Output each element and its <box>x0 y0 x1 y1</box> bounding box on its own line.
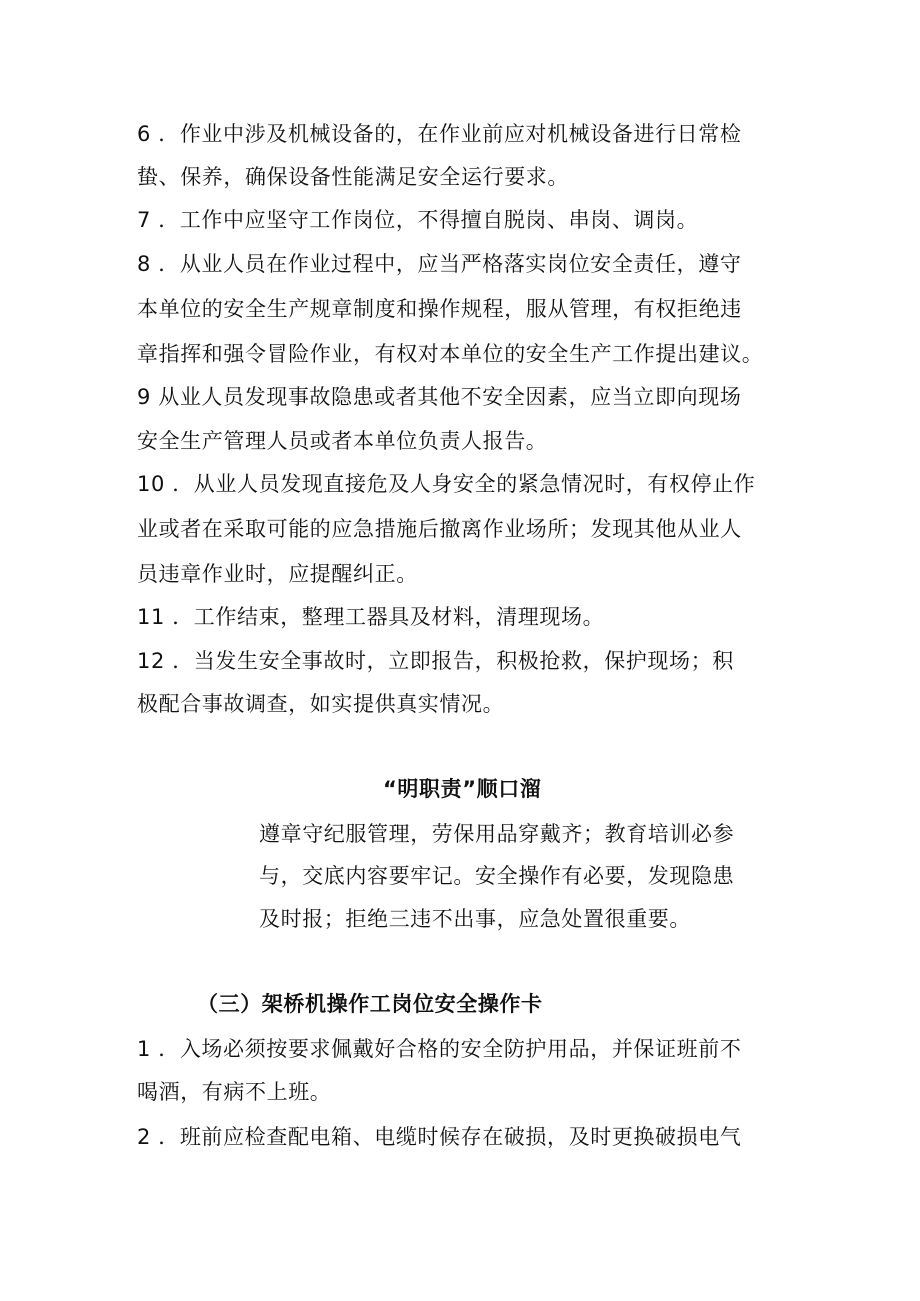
item-12-line-1: 12 ．当发生安全事故时，立即报告，积极抢救，保护现场；积 <box>137 649 734 673</box>
rhyme-title: “明职责”顺口溜 <box>383 777 542 801</box>
item-8-line-1: 8 ．从业人员在作业过程中，应当严格落实岗位安全责任，遵守 <box>137 252 742 276</box>
item-11-line-1: 11 ．工作结束，整理工器具及材料，清理现场。 <box>137 605 605 629</box>
section-item-1-line-2: 喝酒，有病不上班。 <box>137 1080 332 1104</box>
rhyme-line-2: 与，交底内容要牢记。安全操作有必要，发现隐患 <box>259 864 735 888</box>
item-12-line-2: 极配合事故调查，如实提供真实情况。 <box>137 692 505 716</box>
section-item-2-line-1: 2 ．班前应检查配电箱、电缆时候存在破损，及时更换破损电气 <box>137 1125 742 1149</box>
rhyme-line-1: 遵章守纪服管理，劳保用品穿戴齐；教育培训必参 <box>259 822 735 846</box>
item-9-line-1: 9 从业人员发现事故隐患或者其他不安全因素，应当立即向现场 <box>137 385 742 409</box>
item-7-line-1: 7 ．工作中应坚守工作岗位，不得擅自脱岗、串岗、调岗。 <box>137 208 699 232</box>
rhyme-line-3: 及时报；拒绝三违不出事，应急处置很重要。 <box>259 907 691 931</box>
item-10-line-1: 10 ．从业人员发现直接危及人身安全的紧急情况时，有权停止作 <box>137 472 756 496</box>
item-10-line-3: 员违章作业时，应提醒纠正。 <box>137 562 418 586</box>
item-6-line-2: 蛰、保养，确保设备性能满足安全运行要求。 <box>137 165 569 189</box>
section-title: （三）架桥机操作工岗位安全操作卡 <box>197 992 543 1016</box>
item-8-line-2: 本单位的安全生产规章制度和操作规程，服从管理，有权拒绝违 <box>137 297 742 321</box>
item-8-line-3: 章指挥和强令冒险作业，有权对本单位的安全生产工作提出建议。 <box>137 342 764 366</box>
item-10-line-2: 业或者在采取可能的应急措施后撤离作业场所；发现其他从业人 <box>137 517 742 541</box>
item-9-line-2: 安全生产管理人员或者本单位负责人报告。 <box>137 429 548 453</box>
section-item-1-line-1: 1 ．入场必须按要求佩戴好合格的安全防护用品，并保证班前不 <box>137 1037 742 1061</box>
item-6-line-1: 6 ．作业中涉及机械设备的，在作业前应对机械设备进行日常检 <box>137 122 742 146</box>
